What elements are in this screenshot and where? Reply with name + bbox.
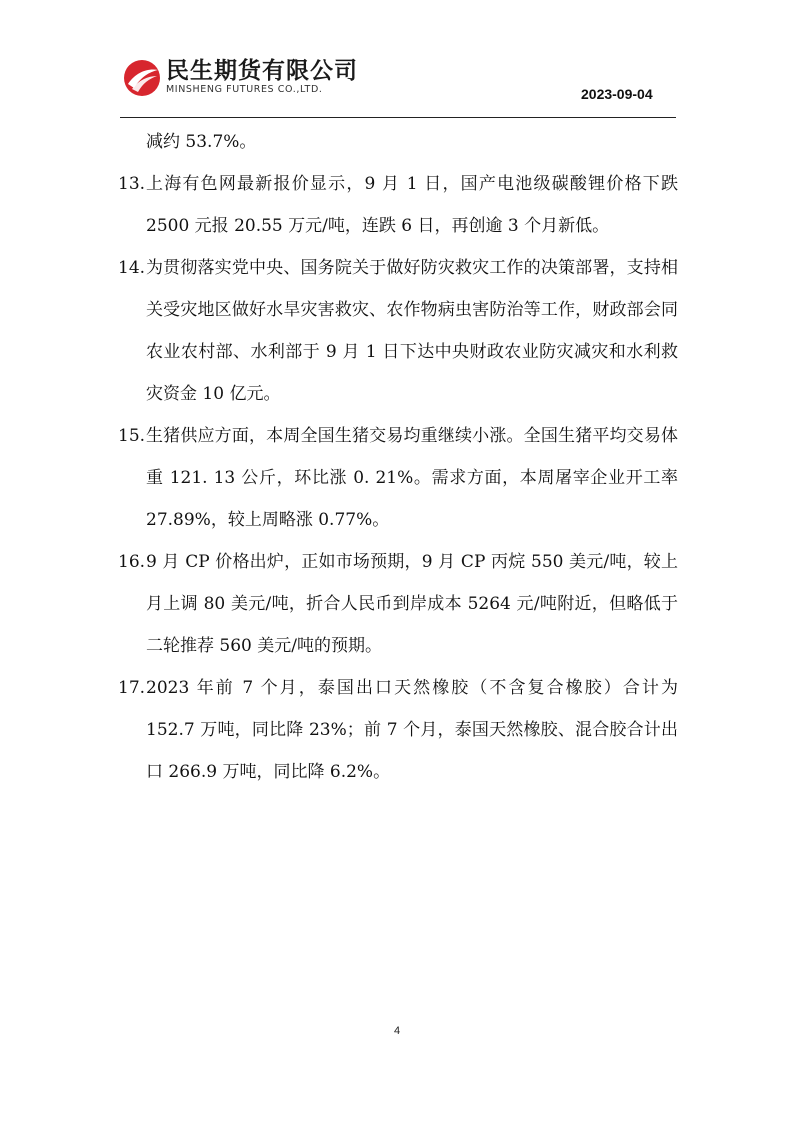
item-number: 15.: [118, 426, 146, 446]
company-name-cn: 民生期货有限公司: [166, 58, 358, 84]
news-content: [118, 121, 678, 793]
news-item-14: [118, 247, 678, 415]
news-item-15: [118, 415, 678, 541]
item-number: 16.: [118, 552, 146, 572]
company-name-en: MINSHENG FUTURES CO.,LTD.: [166, 84, 323, 95]
item-number: 14.: [118, 258, 146, 278]
item-number: 17.: [118, 678, 146, 698]
minsheng-swoosh-icon: [122, 58, 162, 98]
item-text: 9 月 CP 价格出炉，正如市场预期，9 月 CP 丙烷 550 美元/吨，较上月上调 80 美元/吨，折合人民币到岸成本 5264 元/吨附近，但略低于二轮推荐 560 美元/吨的预期。: [146, 552, 678, 656]
news-item-16: [118, 541, 678, 667]
item-text: 上海有色网最新报价显示，9 月 1 日，国产电池级碳酸锂价格下跌 2500 元报 20.55 万元/吨，连跌 6 日，再创逾 3 个月新低。: [146, 174, 678, 236]
item-number: 13.: [118, 174, 146, 194]
header-divider: [120, 117, 676, 118]
report-date: 2023-09-04: [581, 86, 653, 102]
news-item-13: [118, 163, 678, 247]
company-logo: [122, 52, 372, 100]
item-text: 生猪供应方面，本周全国生猪交易均重继续小涨。全国生猪平均交易体重 121. 13 公斤，环比涨 0. 21%。需求方面，本周屠宰企业开工率 27.89%，较上周略涨 0.77%。: [146, 426, 678, 530]
item-text: 2023 年前 7 个月，泰国出口天然橡胶（不含复合橡胶）合计为 152.7 万吨，同比降 23%；前 7 个月，泰国天然橡胶、混合胶合计出口 266.9 万吨，同比降 6.2%。: [146, 678, 678, 782]
news-item-17: [118, 667, 678, 793]
page-number: 4: [393, 1025, 401, 1037]
item-text: 为贯彻落实党中央、国务院关于做好防灾救灾工作的决策部署，支持相关受灾地区做好水旱灾害救灾、农作物病虫害防治等工作，财政部会同农业农村部、水利部于 9 月 1 日下达中央财政农业防灾减灾和水利救灾资金 10 亿元。: [146, 258, 678, 404]
carry-over-text: 减约 53.7%。: [146, 132, 257, 152]
page-header: [0, 0, 794, 120]
